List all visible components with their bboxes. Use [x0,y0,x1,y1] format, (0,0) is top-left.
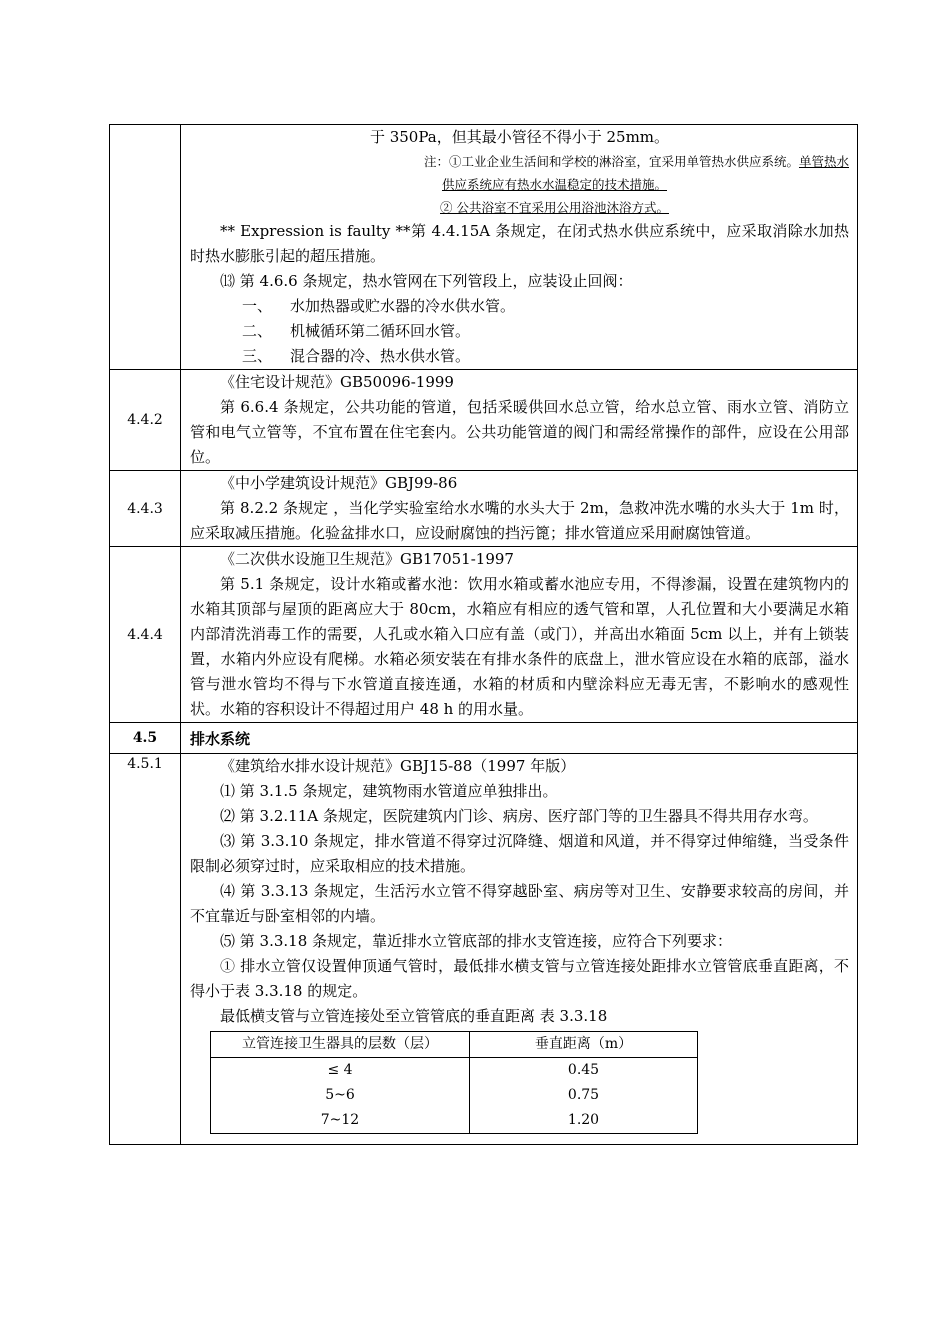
regulation-table [109,124,858,1145]
section-title: 排水系统 [190,729,251,748]
table-row [211,1083,698,1108]
paragraph: 第 6.6.4 条规定，公共功能的管道，包括采暖供回水总立管，给水总立管、雨水立管、消防立管和电气立管等，不宜布置在住宅套内。公共功能管道的阀门和需经常操作的部件，应设在公用部位。 [190,398,849,466]
paragraph: ⑵ 第 3.2.11A 条规定，医院建筑内门诊、病房、医疗部门等的卫生器具不得共用存水弯。 [220,807,818,825]
paragraph: 第 8.2.2 条规定 ，当化学实验室给水水嘴的水头大于 2m，急救冲洗水嘴的水头大于 1m 时，应采取减压措施。化验盆排水口，应设耐腐蚀的挡污篦；排水管道应采用耐腐蚀管道。 [190,499,849,542]
paragraph: ① 排水立管仅设置伸顶通气管时，最低排水横支管与立管连接处距排水立管管底垂直距离，不得小于表 3.3.18 的规定。 [190,957,849,1000]
table-row [110,754,858,1145]
standard-title: 《建筑给水排水设计规范》GBJ15-88（1997 年版） [220,757,576,775]
section-number: 4.5.1 [110,754,181,1145]
note-line: ② 公共浴室不宜采用公用浴池沐浴方式。 [440,200,669,215]
paragraph: ⒀ 第 4.6.6 条规定，热水管网在下列管段上，应装设止回阀： [220,272,633,290]
list-item: 一、 水加热器或贮水器的冷水供水管。 [242,297,516,315]
paragraph: ⑸ 第 3.3.18 条规定，靠近排水立管底部的排水支管连接，应符合下列要求： [220,932,733,950]
note-underlined: 单管热水 [798,154,849,169]
list-item: 三、 混合器的冷、热水供水管。 [242,347,471,365]
table-cell: 0.45 [470,1058,698,1084]
paragraph: ⑷ 第 3.3.13 条规定，生活污水立管不得穿越卧室、病房等对卫生、安静要求较高的房间，并不宜靠近与卧室相邻的内墙。 [190,882,849,925]
standard-title: 《住宅设计规范》GB50096-1999 [220,373,454,391]
paragraph: ** Expression is faulty **第 4.4.15A 条规定，在闭式热水供应系统中，应采取消除水加热时热水膨胀引起的超压措施。 [190,222,849,265]
table-cell: 5~6 [211,1083,470,1108]
text-line: 于 350Pa，但其最小管径不得小于 25mm。 [369,128,670,146]
section-number: 4.4.4 [110,547,181,723]
table-caption: 最低横支管与立管连接处至立管管底的垂直距离 表 3.3.18 [220,1007,608,1025]
table-cell: 0.75 [470,1083,698,1108]
table-cell: 1.20 [470,1108,698,1134]
note-line [190,150,849,173]
note-line: 供应系统应有热水水温稳定的技术措施。 [441,177,667,192]
paragraph: 第 5.1 条规定，设计水箱或蓄水池：饮用水箱或蓄水池应专用，不得渗漏，设置在建筑物内的水箱其顶部与屋顶的距离应大于 80cm，水箱应有相应的透气管和罩，人孔位置和大小要满足水箱内部清洗消毒工作的需要，人孔或水箱入口应有盖（或门），并高出水箱面 5cm 以上，并有上锁装置，水箱内外应设有爬梯。水箱必须安装在有排水条件的底盘上，泄水管应设在水箱的底部，溢水管与泄水管均不得与下水管道直接连通，水箱的材质和内壁涂料应无毒无害，不影响水的感观性状。水箱的容积设计不得超过用户 48 h 的用水量。 [190,575,849,718]
standard-title: 《二次供水设施卫生规范》GB17051-1997 [220,550,514,568]
table-row [110,547,858,723]
table-row [110,370,858,471]
column-header: 立管连接卫生器具的层数（层） [211,1032,470,1058]
section-content [181,754,858,1145]
section-content [181,125,858,370]
paragraph: ⑴ 第 3.1.5 条规定，建筑物雨水管道应单独排出。 [220,782,558,800]
section-content [181,370,858,471]
section-content [181,547,858,723]
table-row [211,1058,698,1084]
table-cell: 7~12 [211,1108,470,1134]
column-header: 垂直距离（m） [470,1032,698,1058]
paragraph: ⑶ 第 3.3.10 条规定，排水管道不得穿过沉降缝、烟道和风道，并不得穿过伸缩缝，当受条件限制必须穿过时，应采取相应的技术措施。 [190,832,849,875]
section-content [181,471,858,547]
section-number: 4.4.3 [110,471,181,547]
table-row [110,125,858,370]
table-row [110,723,858,754]
section-number: 4.5 [110,723,181,754]
section-content [181,723,858,754]
section-number [110,125,181,370]
table-row [211,1108,698,1134]
table-row [110,471,858,547]
table-header-row [211,1032,698,1058]
section-number: 4.4.2 [110,370,181,471]
table-cell: ≤ 4 [211,1058,470,1084]
distance-table [210,1031,698,1134]
standard-title: 《中小学建筑设计规范》GBJ99-86 [220,474,458,492]
list-item: 二、 机械循环第二循环回水管。 [242,322,471,340]
note-text: 注：①工业企业生活间和学校的淋浴室，宜采用单管热水供应系统。 [423,154,799,169]
